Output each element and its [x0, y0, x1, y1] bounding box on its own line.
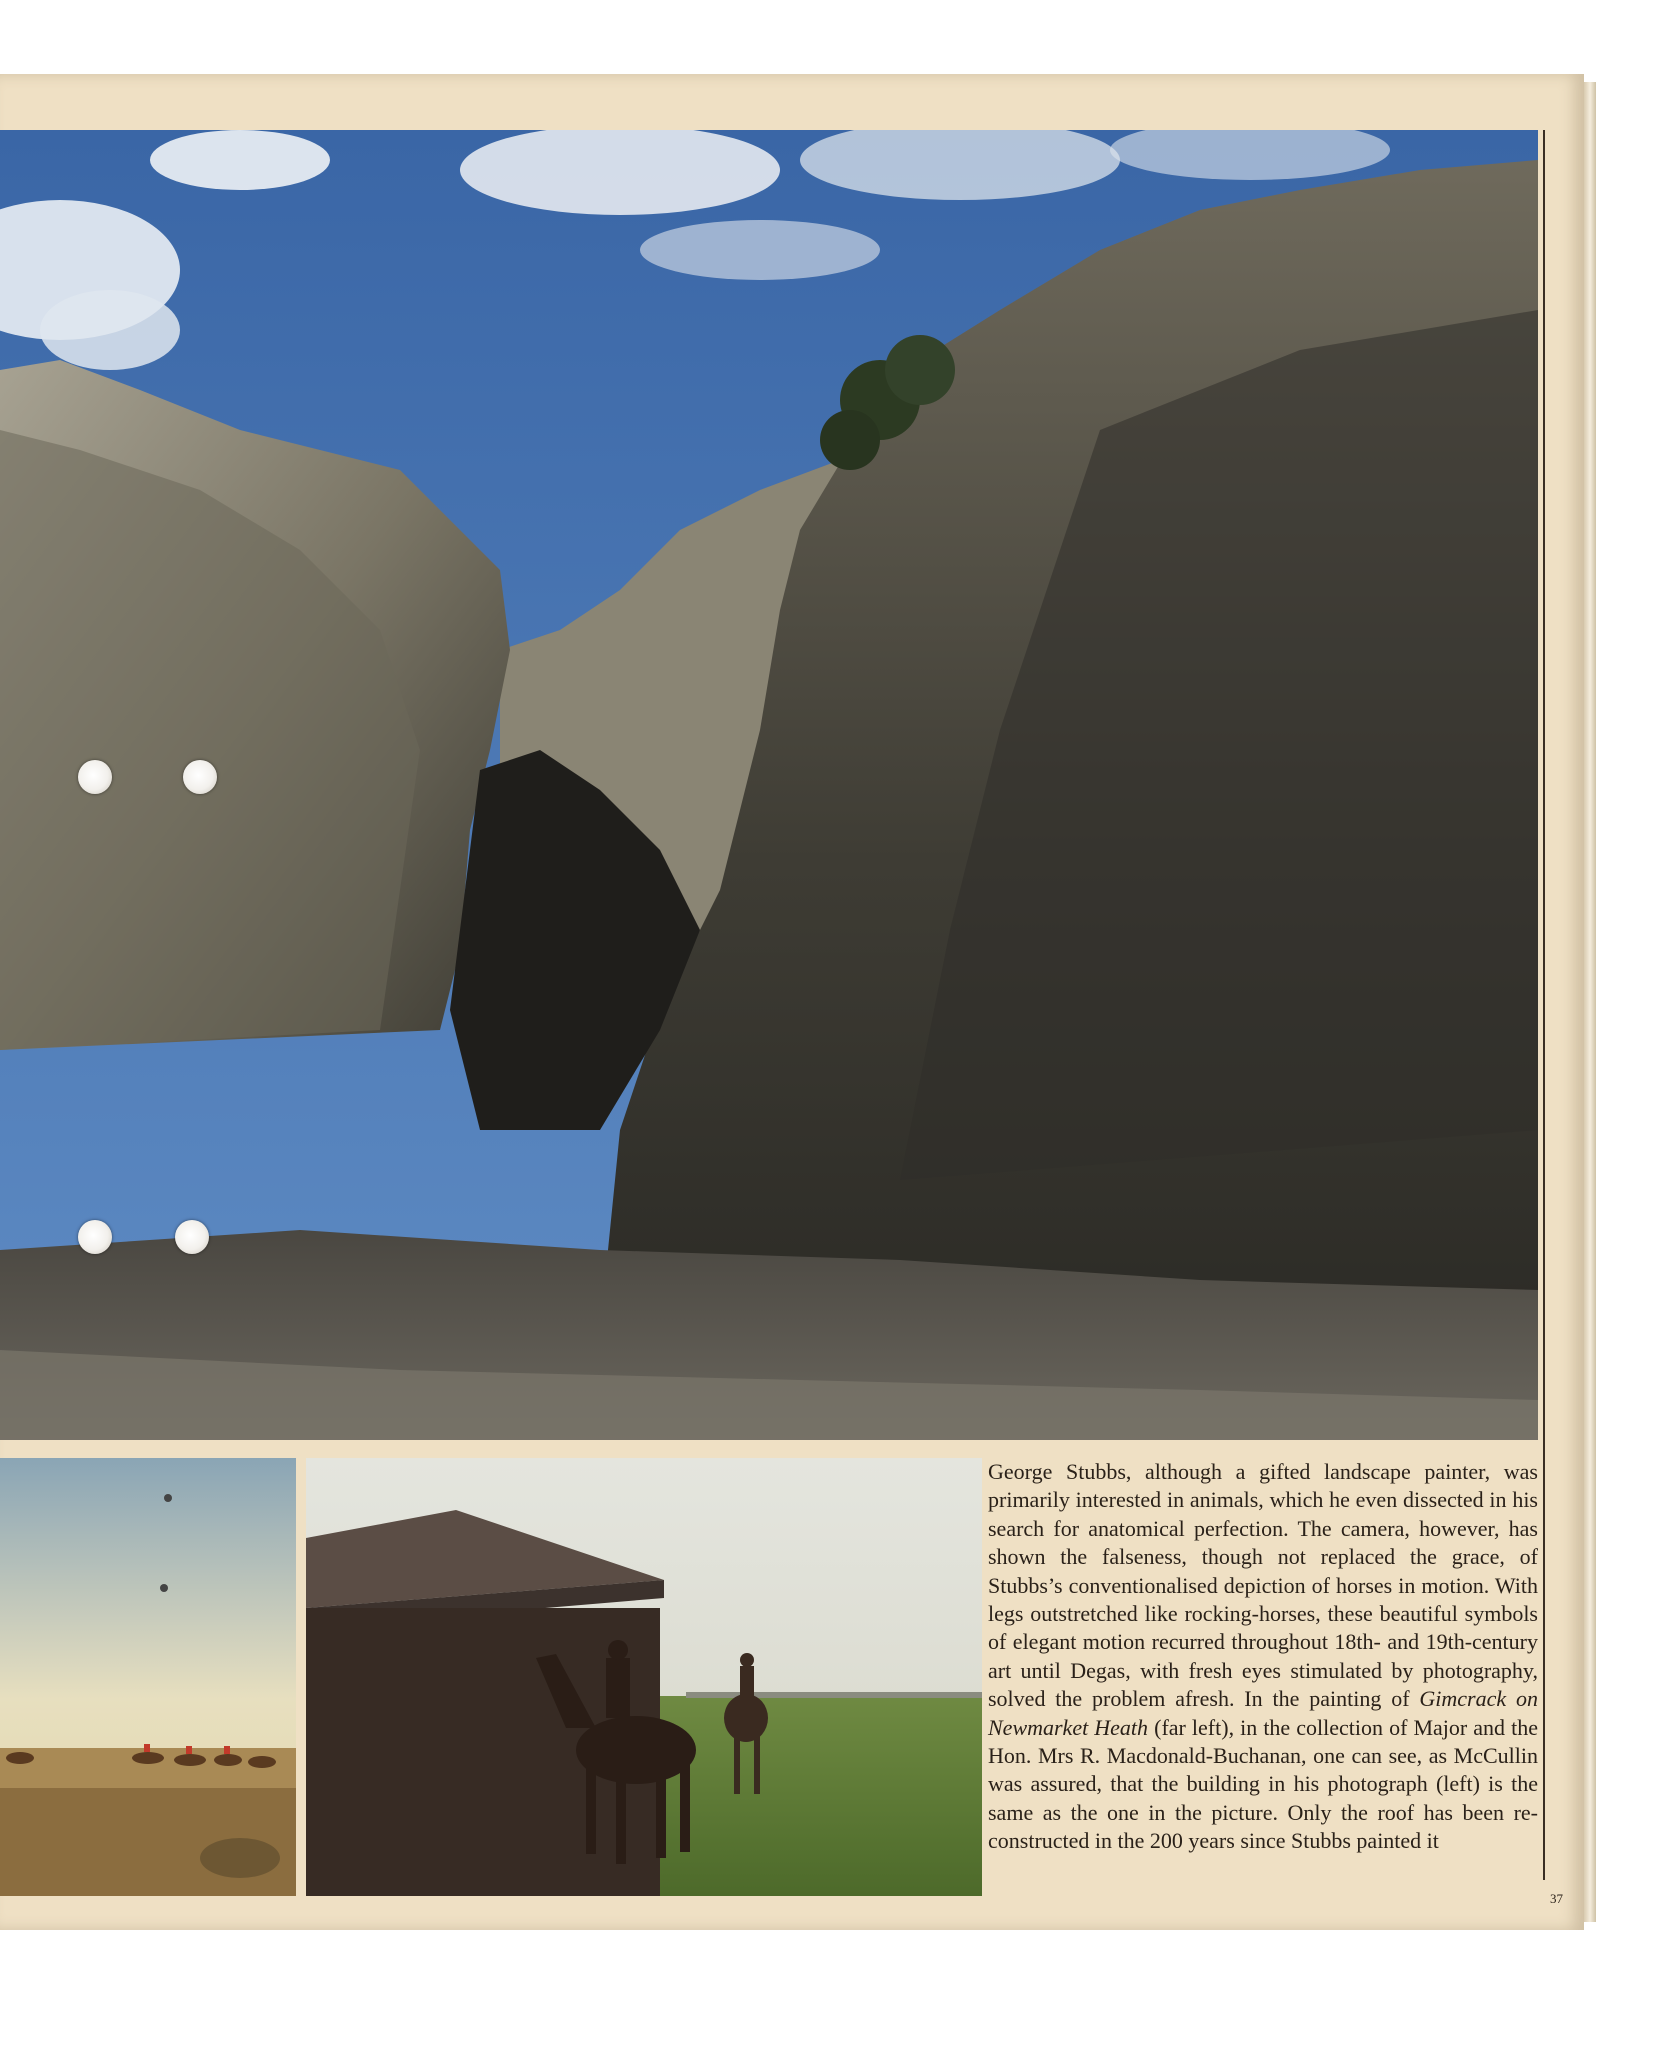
limestone-gorge-photo	[0, 130, 1538, 1440]
page-edge	[1584, 82, 1596, 1922]
photo-caption	[988, 1458, 1538, 1896]
punch-hole	[175, 1220, 209, 1254]
caption-text-start: George Stubbs, although a gifted landscape painter, was primarily interested in animals, which he even dissected in his search for anatomical perfection. The camera, however, has shown the falseness, though not replaced the grace, of Stubbs’s conventionalised depiction of horses in motion. With legs outstretched like rocking-horses, these beautiful symbols of elegant motion recurred throughout 18th- and 19th-century art until Degas, with fresh eyes stimulated by photography, solved the problem afresh. In the painting of	[988, 1459, 1538, 1712]
punch-hole	[78, 760, 112, 794]
gimcrack-painting-detail	[0, 1458, 296, 1896]
page-number: 37	[1550, 1891, 1563, 1906]
painting-title: Gimcrack on Newmarket Heath	[988, 1686, 1538, 1740]
caption-text-end: (far left), in the collection of Major and the Hon. Mrs R. Macdonald-Buchanan, one can see, as McCullin was assured, that the building in his photograph (left) is the same as the one in the picture. Only the roof has been reconstructed in the 200 years since Stubbs painted it	[988, 1714, 1539, 1854]
column-rule	[1543, 130, 1545, 1880]
punch-hole	[78, 1220, 112, 1254]
stable-photo	[306, 1458, 982, 1896]
punch-hole	[183, 760, 217, 794]
